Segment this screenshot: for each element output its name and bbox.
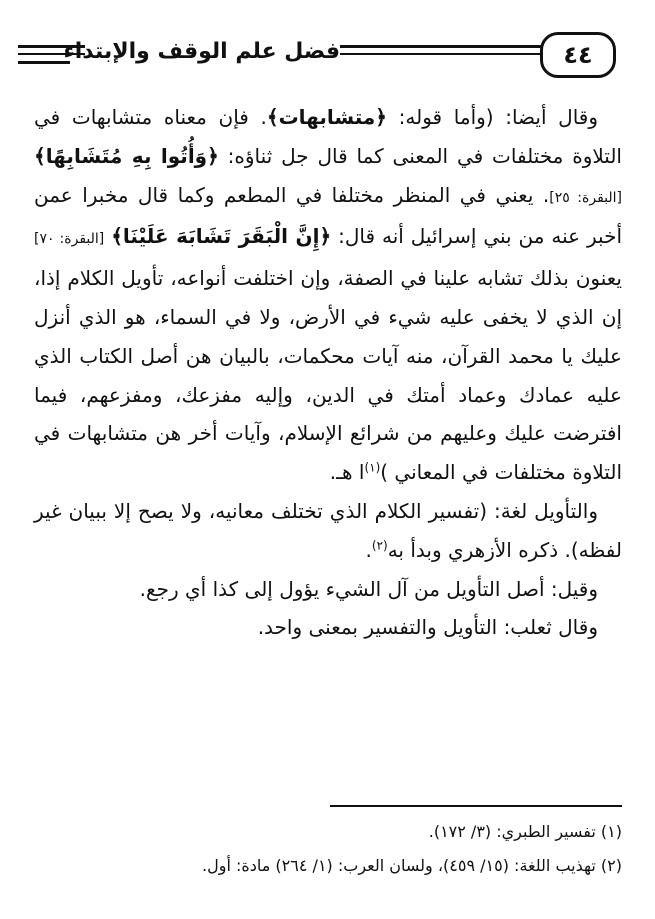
- text-run: . فإن معناه متشابهات في التلاوة مختلفات في المعنى كما قال جل ثناؤه:: [34, 105, 622, 168]
- quran-verse-1: ﴿وَأُتُوا بِهِ مُتَشَابِهًا﴾: [34, 143, 219, 168]
- running-title: فضل علم الوقف والإبتداء: [85, 36, 340, 68]
- paragraph-3: وقيل: أصل التأويل من آل الشيء يؤول إلى كذا أي رجع.: [139, 576, 598, 601]
- verse-reference-1: [البقرة: ٢٥]: [549, 189, 622, 206]
- footnote-mark-2: (٢): [371, 538, 388, 553]
- paragraph-4: وقال ثعلب: التأويل والتفسير بمعنى واحد.: [257, 615, 598, 640]
- paragraph-2: [34, 492, 622, 570]
- text-run: والتأويل لغة: (تفسير الكلام الذي تختلف معانيه، ولا يصح إلا ببيان غير لفظه). ذكره الأزهري وبدأ به: [34, 498, 622, 562]
- footnote-mark-1: (١): [364, 460, 381, 475]
- text-run: . يعني في المنظر مختلفا في المطعم وكما قال مخبرا عمن أخبر عنه من بني إسرائيل أنه قال:: [34, 182, 623, 249]
- page-header: [0, 0, 655, 80]
- verse-reference-2: [البقرة: ٧٠]: [34, 231, 105, 248]
- footnote-2: (٢) تهذيب اللغة: (١٥/ ٤٥٩)، ولسان العرب: (١/ ٢٦٤) مادة: أول.: [202, 856, 622, 875]
- header-rule-end: [18, 61, 70, 64]
- main-text: [34, 98, 622, 647]
- quoted-term: ﴿متشابهات﴾: [266, 105, 388, 129]
- text-run: ا هـ.: [329, 460, 365, 485]
- paragraph-1: [34, 98, 622, 492]
- text-run: وقال أيضا: (وأما قوله:: [387, 105, 599, 129]
- page-number-badge: ٤٤: [540, 32, 616, 78]
- quran-verse-2: ﴿إِنَّ الْبَقَرَ تَشَابَهَ عَلَيْنَا﴾: [111, 224, 332, 249]
- footnote-1: (١) تفسير الطبري: (٣/ ١٧٢).: [428, 822, 622, 841]
- text-run: .: [365, 537, 372, 562]
- footnotes: [34, 815, 622, 883]
- footnote-separator: [330, 805, 622, 807]
- text-run: يعنون بذلك تشابه علينا في الصفة، وإن اختلفت أنواعه، تأويل الكلام إذا، إن الذي لا يخفى عليه شيء في الأرض، ولا في السماء، هو الذي أنزل عليك يا محمد القرآن، منه آيات محكمات، بالبيان هن أصل الكتاب الذي عليه عمادك وعماد أمتك في الدين، وإليه مفزعك، ومفزعهم، فيما افترضت عليك وعليهم من شرائع الإسلام، وآيات أخر هن متشابهات في التلاوة مختلفات في المعاني ): [34, 266, 622, 485]
